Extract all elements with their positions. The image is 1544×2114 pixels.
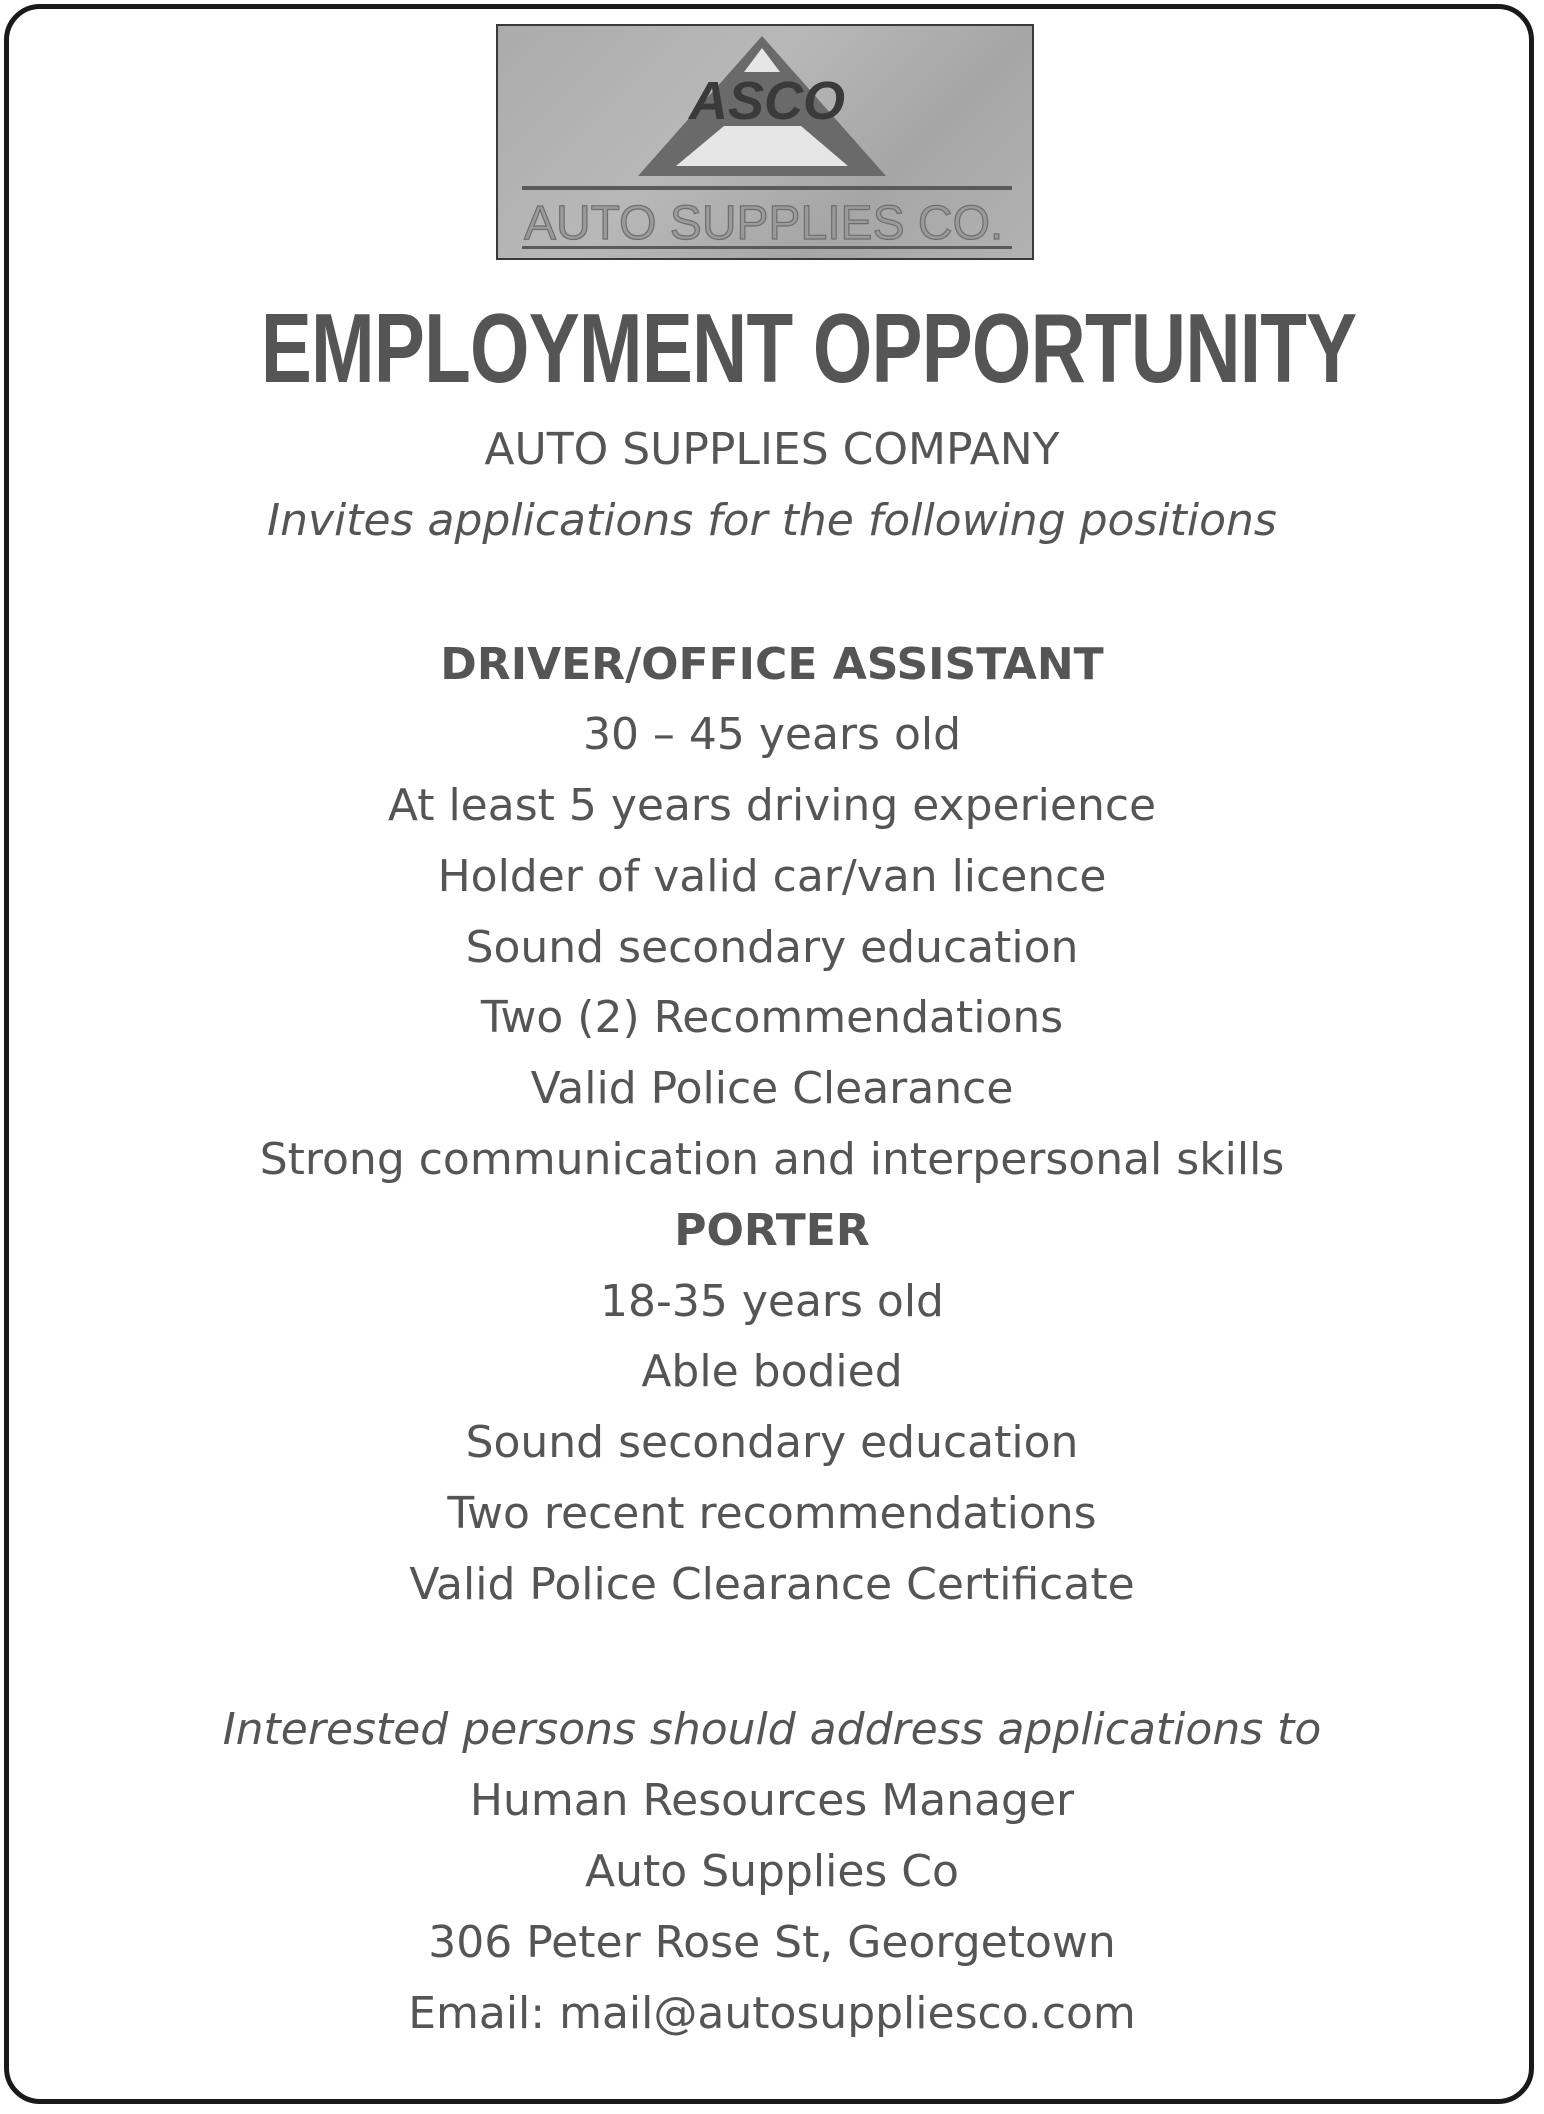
position-title-porter: PORTER [674, 1205, 870, 1256]
contact-address: 306 Peter Rose St, Georgetown [428, 1917, 1116, 1968]
requirement-item: Sound secondary education [465, 922, 1079, 973]
requirement-item: 18-35 years old [600, 1276, 944, 1327]
contact-company: Auto Supplies Co [585, 1846, 959, 1897]
logo-abbreviation: ASCO [688, 71, 846, 131]
company-name: AUTO SUPPLIES COMPANY [484, 424, 1060, 475]
requirement-item: Holder of valid car/van licence [437, 851, 1107, 902]
requirement-item: Valid Police Clearance [530, 1063, 1014, 1114]
intro-text: Invites applications for the following positions [267, 495, 1277, 546]
requirement-item: Strong communication and interpersonal skills [259, 1134, 1285, 1185]
contact-recipient: Human Resources Manager [469, 1775, 1075, 1826]
logo-wordmark: AUTO SUPPLIES CO. [524, 197, 1004, 250]
position-title-driver: DRIVER/OFFICE ASSISTANT [440, 639, 1104, 690]
requirement-item: Sound secondary education [465, 1417, 1079, 1468]
requirement-item: Two (2) Recommendations [480, 992, 1064, 1043]
contact-intro: Interested persons should address applications to [222, 1704, 1322, 1755]
requirement-item: Able bodied [641, 1346, 903, 1397]
headline: EMPLOYMENT OPPORTUNITY [260, 293, 1357, 403]
requirement-item: Two recent recommendations [447, 1488, 1097, 1539]
requirement-item: Valid Police Clearance Certificate [409, 1559, 1135, 1610]
contact-email: Email: mail@autosuppliesco.com [408, 1988, 1136, 2039]
company-logo [496, 24, 1034, 260]
requirement-item: At least 5 years driving experience [387, 780, 1157, 831]
requirement-item: 30 – 45 years old [582, 709, 962, 760]
